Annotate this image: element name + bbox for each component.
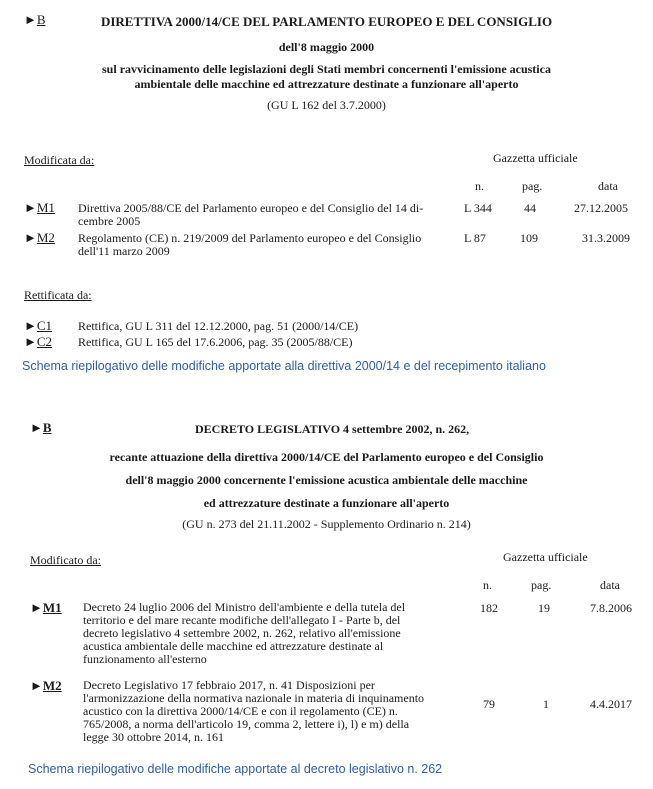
- doc1-subject-line1: sul ravvicinamento delle legislazioni degli Stati membri concernenti l'emissione acustica: [102, 62, 551, 76]
- doc1-corrected-label: Rettificata da:: [24, 288, 92, 302]
- doc1-gu: (GU L 162 del 3.7.2000): [267, 98, 386, 112]
- doc2-line3: ed attrezzature destinate a funzionare all'aperto: [203, 496, 450, 510]
- doc1-marker: ►B: [24, 12, 46, 27]
- doc1-correction-text: Rettifica, GU L 165 del 17.6.2006, pag. 35 (2005/88/CE): [78, 335, 353, 349]
- doc1-correction-marker[interactable]: ►C2: [24, 334, 53, 349]
- doc1-summary-link[interactable]: Schema riepilogativo delle modifiche apportate alla direttiva 2000/14 e del recepimento italiano: [22, 359, 546, 373]
- doc2-line2: dell'8 maggio 2000 concernente l'emissione acustica ambientale delle macchine: [125, 473, 528, 487]
- doc2-col-pag: pag.: [531, 578, 552, 592]
- doc2-marker: ►B: [30, 420, 52, 435]
- doc2-amendment-text: Decreto 24 luglio 2006 del Ministro dell'ambiente e della tutela del territorio e del mare recante modifiche dell'allegato I - Parte b, del decreto legislativo 4 settembre 2002, n. 262, relativo all'emissione acustica ambientale delle macchine ed attrezzature destinate al funzionamento all'esterno: [83, 600, 406, 666]
- doc1-amendment-marker[interactable]: ►M1: [24, 200, 55, 215]
- doc1-amendment-text: dell'11 marzo 2009: [78, 244, 170, 258]
- doc2-amendment-text: Decreto Legislativo 17 febbraio 2017, n. 41 Disposizioni per l'armonizzazione della normativa nazionale in materia di inquinamento acustico con la direttiva 2000/14/CE e con il regolamento (CE) n. 765/2008, a norma dell'articolo 19, comma 2, lettere i), l) e m) della legge 30 ottobre 2014, n. 161: [83, 678, 425, 744]
- doc1-col-n: n.: [475, 179, 484, 193]
- doc1-amendment-text: Regolamento (CE) n. 219/2009 del Parlamento europeo e del Consiglio: [78, 231, 422, 245]
- doc1-title: DIRETTIVA 2000/14/CE DEL PARLAMENTO EUROPEO E DEL CONSIGLIO: [100, 14, 553, 29]
- doc2-amendment-pag: 1: [543, 697, 549, 711]
- doc1-amendment-date: 31.3.2009: [582, 231, 630, 245]
- doc2-amendment-date: 7.8.2006: [590, 601, 632, 615]
- doc2-modified-label: Modificato da:: [30, 553, 101, 567]
- doc1-amendment-marker[interactable]: ►M2: [24, 230, 55, 245]
- doc2-amendment-n: 182: [480, 601, 498, 615]
- doc2-amendment-marker[interactable]: ►M2: [30, 678, 62, 693]
- doc1-amendment-n: L 87: [464, 231, 486, 245]
- doc2-amendment-date: 4.4.2017: [590, 697, 632, 711]
- doc2-amendment-pag: 19: [538, 601, 550, 615]
- doc1-modified-label: Modificata da:: [24, 153, 95, 167]
- doc1-gazette-label: Gazzetta ufficiale: [493, 151, 578, 165]
- doc2-gu: (GU n. 273 del 21.11.2002 - Supplemento Ordinario n. 214): [182, 517, 471, 531]
- doc1-amendment-pag: 109: [520, 231, 538, 245]
- doc1-amendment-text: cembre 2005: [78, 214, 141, 228]
- doc2-amendment-marker[interactable]: ►M1: [30, 600, 62, 615]
- doc2-title: DECRETO LEGISLATIVO 4 settembre 2002, n. 262,: [195, 422, 470, 436]
- doc1-col-data: data: [598, 179, 618, 193]
- doc2-line1: recante attuazione della direttiva 2000/14/CE del Parlamento europeo e del Consiglio: [109, 450, 544, 464]
- doc2-amendment-n: 79: [483, 697, 495, 711]
- doc1-amendment-pag: 44: [524, 201, 536, 215]
- doc2-col-data: data: [600, 578, 620, 592]
- doc1-col-pag: pag.: [522, 179, 543, 193]
- doc1-subject-line2: ambientale delle macchine ed attrezzature destinate a funzionare all'aperto: [134, 77, 519, 91]
- doc2-col-n: n.: [483, 578, 492, 592]
- doc1-amendment-date: 27.12.2005: [574, 201, 628, 215]
- doc1-correction-text: Rettifica, GU L 311 del 12.12.2000, pag. 51 (2000/14/CE): [78, 319, 359, 333]
- doc1-correction-marker[interactable]: ►C1: [24, 318, 53, 333]
- doc1-date: dell'8 maggio 2000: [278, 40, 375, 54]
- doc1-amendment-text: Direttiva 2005/88/CE del Parlamento europeo e del Consiglio del 14 di-: [78, 201, 424, 215]
- doc2-gazette-label: Gazzetta ufficiale: [503, 550, 588, 564]
- doc2-summary-link[interactable]: Schema riepilogativo delle modifiche apportate al decreto legislativo n. 262: [28, 762, 443, 776]
- doc1-amendment-n: L 344: [464, 201, 492, 215]
